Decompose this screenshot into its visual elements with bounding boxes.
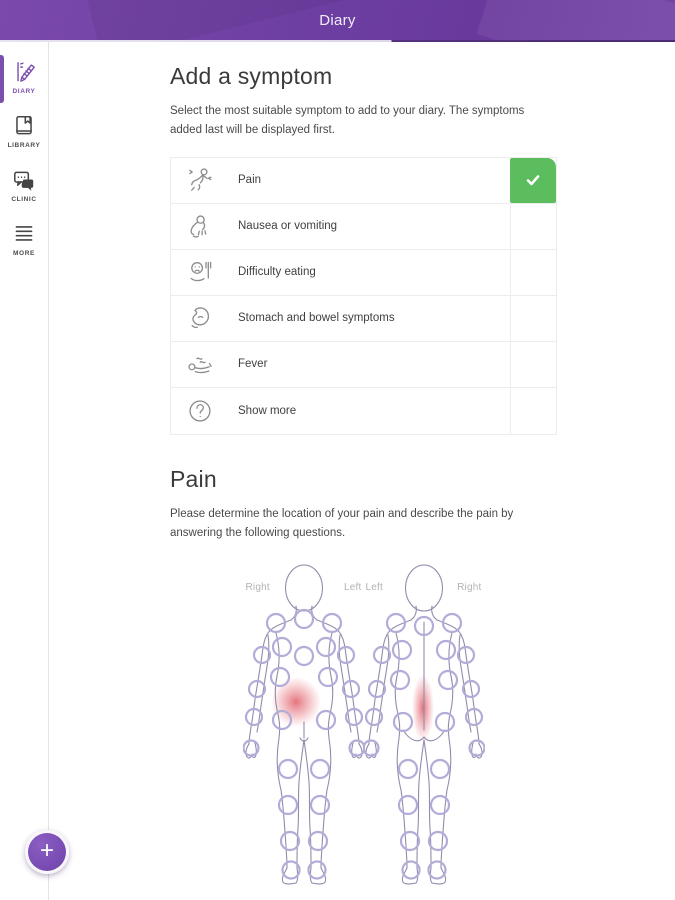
- sidebar-nav: [0, 42, 49, 900]
- symptom-label: Nausea or vomiting: [238, 220, 338, 233]
- chat-icon: [11, 167, 37, 193]
- difficulty-eating-icon: [185, 257, 215, 287]
- sidebar-item-label: CLINIC: [11, 196, 37, 203]
- symptom-row-stomach[interactable]: [171, 296, 556, 342]
- sidebar-item-diary[interactable]: [0, 57, 48, 95]
- check-cell[interactable]: [510, 250, 556, 295]
- side-label-left: Left: [365, 582, 383, 594]
- nausea-icon: [185, 211, 215, 241]
- page-title: Diary: [319, 11, 356, 29]
- side-label-left: Left: [344, 582, 362, 594]
- pain-section-description: Please determine the location of your pain and describe the pain by answering the following questions.: [170, 507, 514, 539]
- sidebar-item-label: DIARY: [12, 88, 36, 95]
- add-entry-fab[interactable]: +: [25, 830, 69, 874]
- sidebar-item-clinic[interactable]: [0, 165, 48, 203]
- check-cell[interactable]: [510, 204, 556, 249]
- stomach-icon: [185, 303, 215, 333]
- symptom-row-pain[interactable]: [171, 158, 556, 204]
- add-symptom-title: Add a symptom: [170, 63, 333, 89]
- body-map-back[interactable]: [363, 562, 485, 898]
- active-indicator: [0, 55, 4, 103]
- symptom-row-show-more[interactable]: [171, 388, 556, 434]
- symptom-label: Stomach and bowel symptoms: [238, 312, 395, 325]
- question-icon: [185, 396, 215, 426]
- check-cell[interactable]: [510, 342, 556, 387]
- book-icon: [11, 113, 37, 139]
- symptom-label: Pain: [238, 174, 262, 187]
- symptom-row-fever[interactable]: [171, 342, 556, 388]
- pain-icon: [185, 165, 215, 195]
- app-header: [0, 0, 675, 40]
- body-maps: [170, 562, 557, 898]
- body-figure-back: [363, 562, 485, 898]
- selected-check-cell[interactable]: [510, 158, 556, 203]
- header-decor-shape: [85, 0, 354, 40]
- menu-icon: [11, 221, 37, 247]
- symptom-label: Show more: [238, 404, 297, 417]
- pain-spot-lower-spine[interactable]: [412, 674, 434, 742]
- add-symptom-description: Select the most suitable symptom to add to your diary. The symptoms added last will be displayed first.: [170, 105, 525, 137]
- side-label-right: Right: [245, 582, 270, 594]
- symptom-label: Difficulty eating: [238, 266, 316, 279]
- sidebar-item-library[interactable]: [0, 111, 48, 149]
- symptom-list: [170, 157, 557, 435]
- checkmark-icon: [522, 169, 544, 191]
- pencil-icon: [11, 59, 37, 85]
- pain-section-title: Pain: [170, 465, 217, 492]
- symptom-row-nausea[interactable]: [171, 204, 556, 250]
- check-cell[interactable]: [510, 388, 556, 434]
- header-decor-shape: [476, 0, 675, 40]
- symptom-row-difficulty-eating[interactable]: [171, 250, 556, 296]
- check-cell[interactable]: [510, 296, 556, 341]
- fever-icon: [185, 349, 215, 379]
- pain-location-markers[interactable]: [243, 610, 364, 879]
- main-content: [170, 42, 557, 898]
- sidebar-item-label: LIBRARY: [7, 142, 41, 149]
- body-figure-front: [243, 562, 365, 898]
- header-divider: [0, 40, 675, 42]
- sidebar-item-more[interactable]: [0, 219, 48, 257]
- symptom-label: Fever: [238, 358, 268, 371]
- body-map-front[interactable]: [243, 562, 365, 898]
- side-label-right: Right: [457, 582, 482, 594]
- sidebar-item-label: MORE: [13, 250, 35, 257]
